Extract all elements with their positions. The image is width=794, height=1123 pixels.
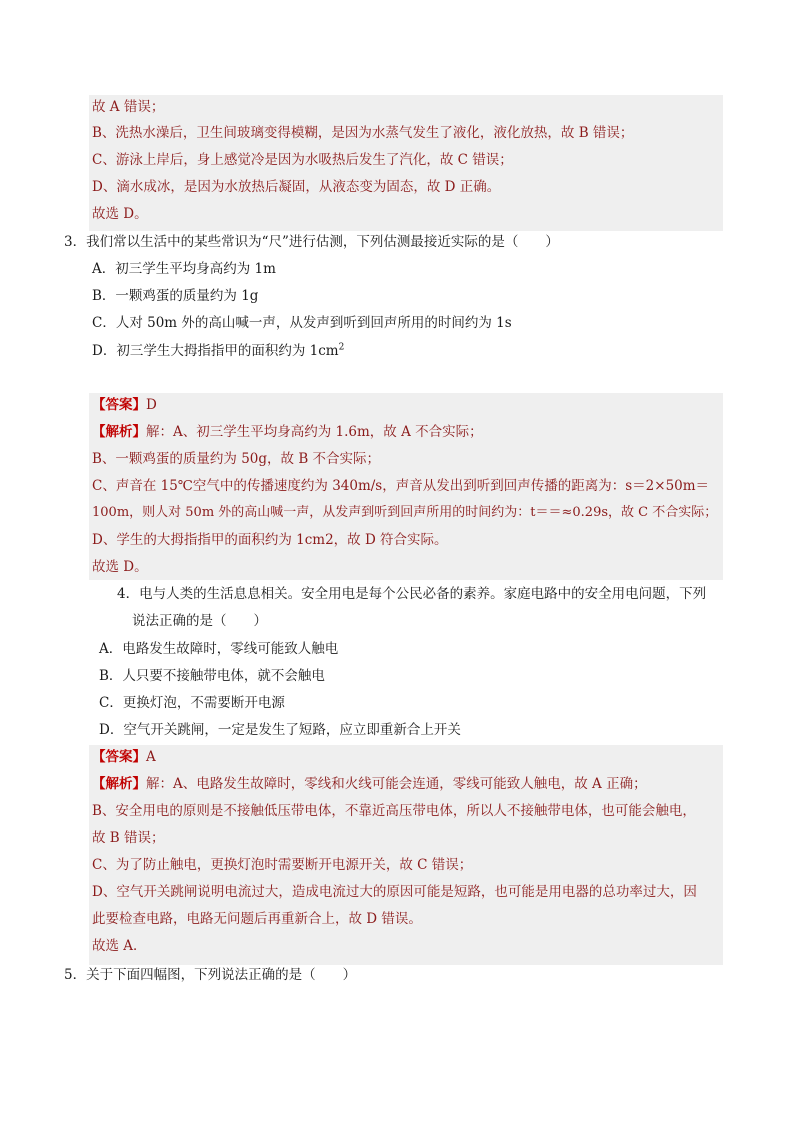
analysis-text: 解：A、初三学生平均身高约为 1.6m，故 A 不合实际；: [146, 424, 483, 440]
analysis-tag: 【解析】: [92, 776, 146, 792]
analysis-line: D、空气开关跳闸说明电流过大，造成电流过大的原因可能是短路，也可能是用电器的总功率过大，因: [92, 884, 697, 900]
question-4-option-c: C．更换灯泡，不需要断开电源: [99, 695, 285, 711]
analysis-line: C、游泳上岸后，身上感觉冷是因为水吸热后发生了汽化，故 C 错误；: [92, 152, 513, 168]
question-4-analysis: [92, 774, 647, 794]
question-3-option-d: [92, 341, 344, 361]
answer-value: D: [146, 397, 157, 413]
question-3-stem: 3．我们常以生活中的某些常识为“尺”进行估测，下列估测最接近实际的是（ ）: [64, 234, 559, 250]
analysis-line: 故选 A．: [92, 938, 147, 954]
analysis-line: 故 B 错误；: [92, 830, 165, 846]
question-3-option-b: B．一颗鸡蛋的质量约为 1g: [92, 288, 259, 304]
analysis-line: 此要检查电路，电路无问题后再重新合上，故 D 错误。: [92, 911, 422, 927]
analysis-line: B、洗热水澡后，卫生间玻璃变得模糊，是因为水蒸气发生了液化，液化放热，故 B 错误；: [92, 125, 634, 141]
question-4-option-a: A．电路发生故障时，零线可能致人触电: [99, 641, 339, 657]
analysis-line: C、为了防止触电，更换灯泡时需要断开电源开关，故 C 错误；: [92, 857, 473, 873]
analysis-line: B、安全用电的原则是不接触低压带电体，不靠近高压带电体，所以人不接触带电体，也可能会触电，: [92, 803, 696, 819]
analysis-line: D、学生的大拇指指甲的面积约为 1cm2，故 D 符合实际。: [92, 532, 448, 548]
question-3-analysis: [92, 422, 483, 442]
question-4-option-d: D．空气开关跳闸，一定是发生了短路，应立即重新合上开关: [99, 722, 461, 738]
question-4-answer: [92, 747, 156, 767]
question-4-option-b: B．人只要不接触带电体，就不会触电: [99, 668, 325, 684]
analysis-line: D、滴水成冰，是因为水放热后凝固，从液态变为固态，故 D 正确。: [92, 179, 501, 195]
analysis-line: 故 A 错误；: [92, 99, 165, 115]
answer-value: A: [146, 749, 156, 765]
option-d-text: D．初三学生大拇指指甲的面积约为 1cm: [92, 343, 339, 359]
answer-tag: 【答案】: [92, 749, 146, 765]
question-5-stem: 5．关于下面四幅图，下列说法正确的是（ ）: [64, 967, 357, 983]
analysis-line: C、声音在 15℃空气中的传播速度约为 340m/s，声音从发出到听到回声传播的距离为：s＝2×50m＝: [92, 478, 710, 494]
analysis-line: 100m，则人对 50m 外的高山喊一声，从发声到听到回声所用的时间约为：t＝＝≈0.29s，故 C 不合实际；: [92, 505, 718, 520]
analysis-line: 故选 D。: [92, 206, 148, 222]
superscript: 2: [338, 342, 345, 353]
answer-tag: 【答案】: [92, 397, 146, 413]
analysis-tag: 【解析】: [92, 424, 146, 440]
analysis-line: B、一颗鸡蛋的质量约为 50g，故 B 不合实际；: [92, 451, 381, 467]
question-3-option-a: A．初三学生平均身高约为 1m: [92, 261, 276, 277]
question-4-stem: 4．电与人类的生活息息相关。安全用电是每个公民必备的素养。家庭电路中的安全用电问题，下列: [117, 586, 707, 602]
question-3-option-c: C．人对 50m 外的高山喊一声，从发声到听到回声所用的时间约为 1s: [92, 315, 512, 331]
analysis-line: 故选 D。: [92, 559, 148, 575]
analysis-text: 解：A、电路发生故障时，零线和火线可能会连通，零线可能致人触电，故 A 正确；: [146, 776, 647, 792]
question-3-answer: [92, 395, 157, 415]
question-4-stem-cont: 说法正确的是（ ）: [132, 613, 267, 629]
